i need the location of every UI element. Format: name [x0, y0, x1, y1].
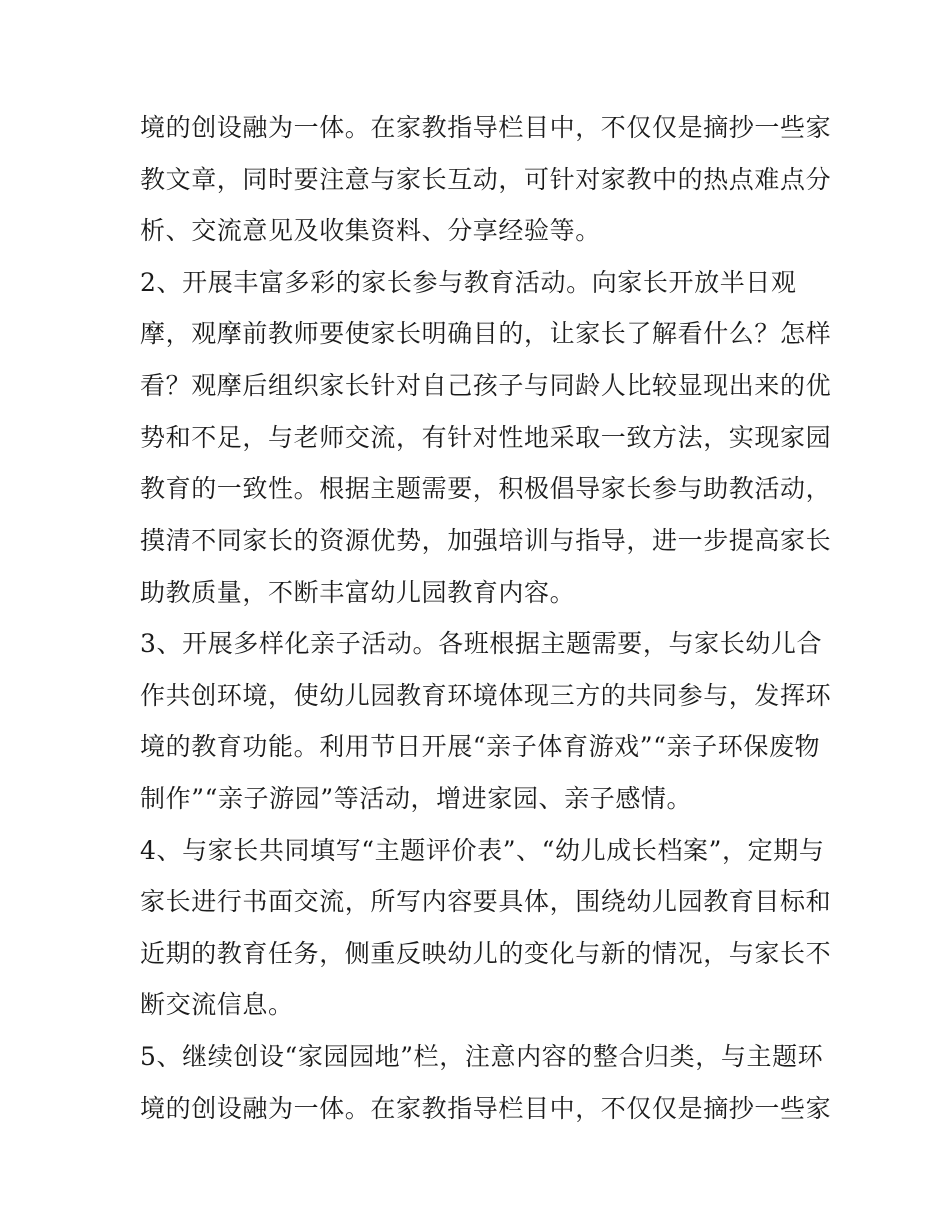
text-line: 3、开展多样化亲子活动。各班根据主题需要，与家长幼儿合 [140, 629, 823, 658]
text-line: 摩，观摩前教师要使家长明确目的，让家长了解看什么？怎样 [140, 319, 832, 348]
text-line: 4、与家长共同填写“主题评价表”、“幼儿成长档案”，定期与 [140, 836, 825, 865]
text-line: 析、交流意见及收集资料、分享经验等。 [140, 216, 601, 245]
text-line: 教育的一致性。根据主题需要，积极倡导家长参与助教活动， [140, 474, 832, 503]
text-line: 境的教育功能。利用节日开展“亲子体育游戏”“亲子环保废物 [140, 732, 821, 761]
text-line: 境的创设融为一体。在家教指导栏目中，不仅仅是摘抄一些家 [140, 113, 832, 142]
text-line: 势和不足，与老师交流，有针对性地采取一致方法，实现家园 [140, 423, 832, 452]
text-line: 助教质量，不断丰富幼儿园教育内容。 [140, 578, 576, 607]
text-line: 制作”“亲子游园”等活动，增进家园、亲子感情。 [140, 784, 693, 813]
text-line: 境的创设融为一体。在家教指导栏目中，不仅仅是摘抄一些家 [140, 1094, 832, 1123]
text-line: 断交流信息。 [140, 990, 294, 1019]
text-line: 2、开展丰富多彩的家长参与教育活动。向家长开放半日观 [140, 268, 797, 297]
text-line: 教文章，同时要注意与家长互动，可针对家教中的热点难点分 [140, 165, 832, 194]
text-line: 作共创环境，使幼儿园教育环境体现三方的共同参与，发挥环 [140, 681, 832, 710]
text-line: 近期的教育任务，侧重反映幼儿的变化与新的情况，与家长不 [140, 939, 832, 968]
text-line: 摸清不同家长的资源优势，加强培训与指导，进一步提高家长 [140, 526, 832, 555]
text-line: 5、继续创设“家园园地”栏，注意内容的整合归类，与主题环 [140, 1042, 824, 1071]
text-line: 看？观摩后组织家长针对自己孩子与同龄人比较显现出来的优 [140, 371, 832, 400]
text-line: 家长进行书面交流，所写内容要具体，围绕幼儿园教育目标和 [140, 887, 832, 916]
